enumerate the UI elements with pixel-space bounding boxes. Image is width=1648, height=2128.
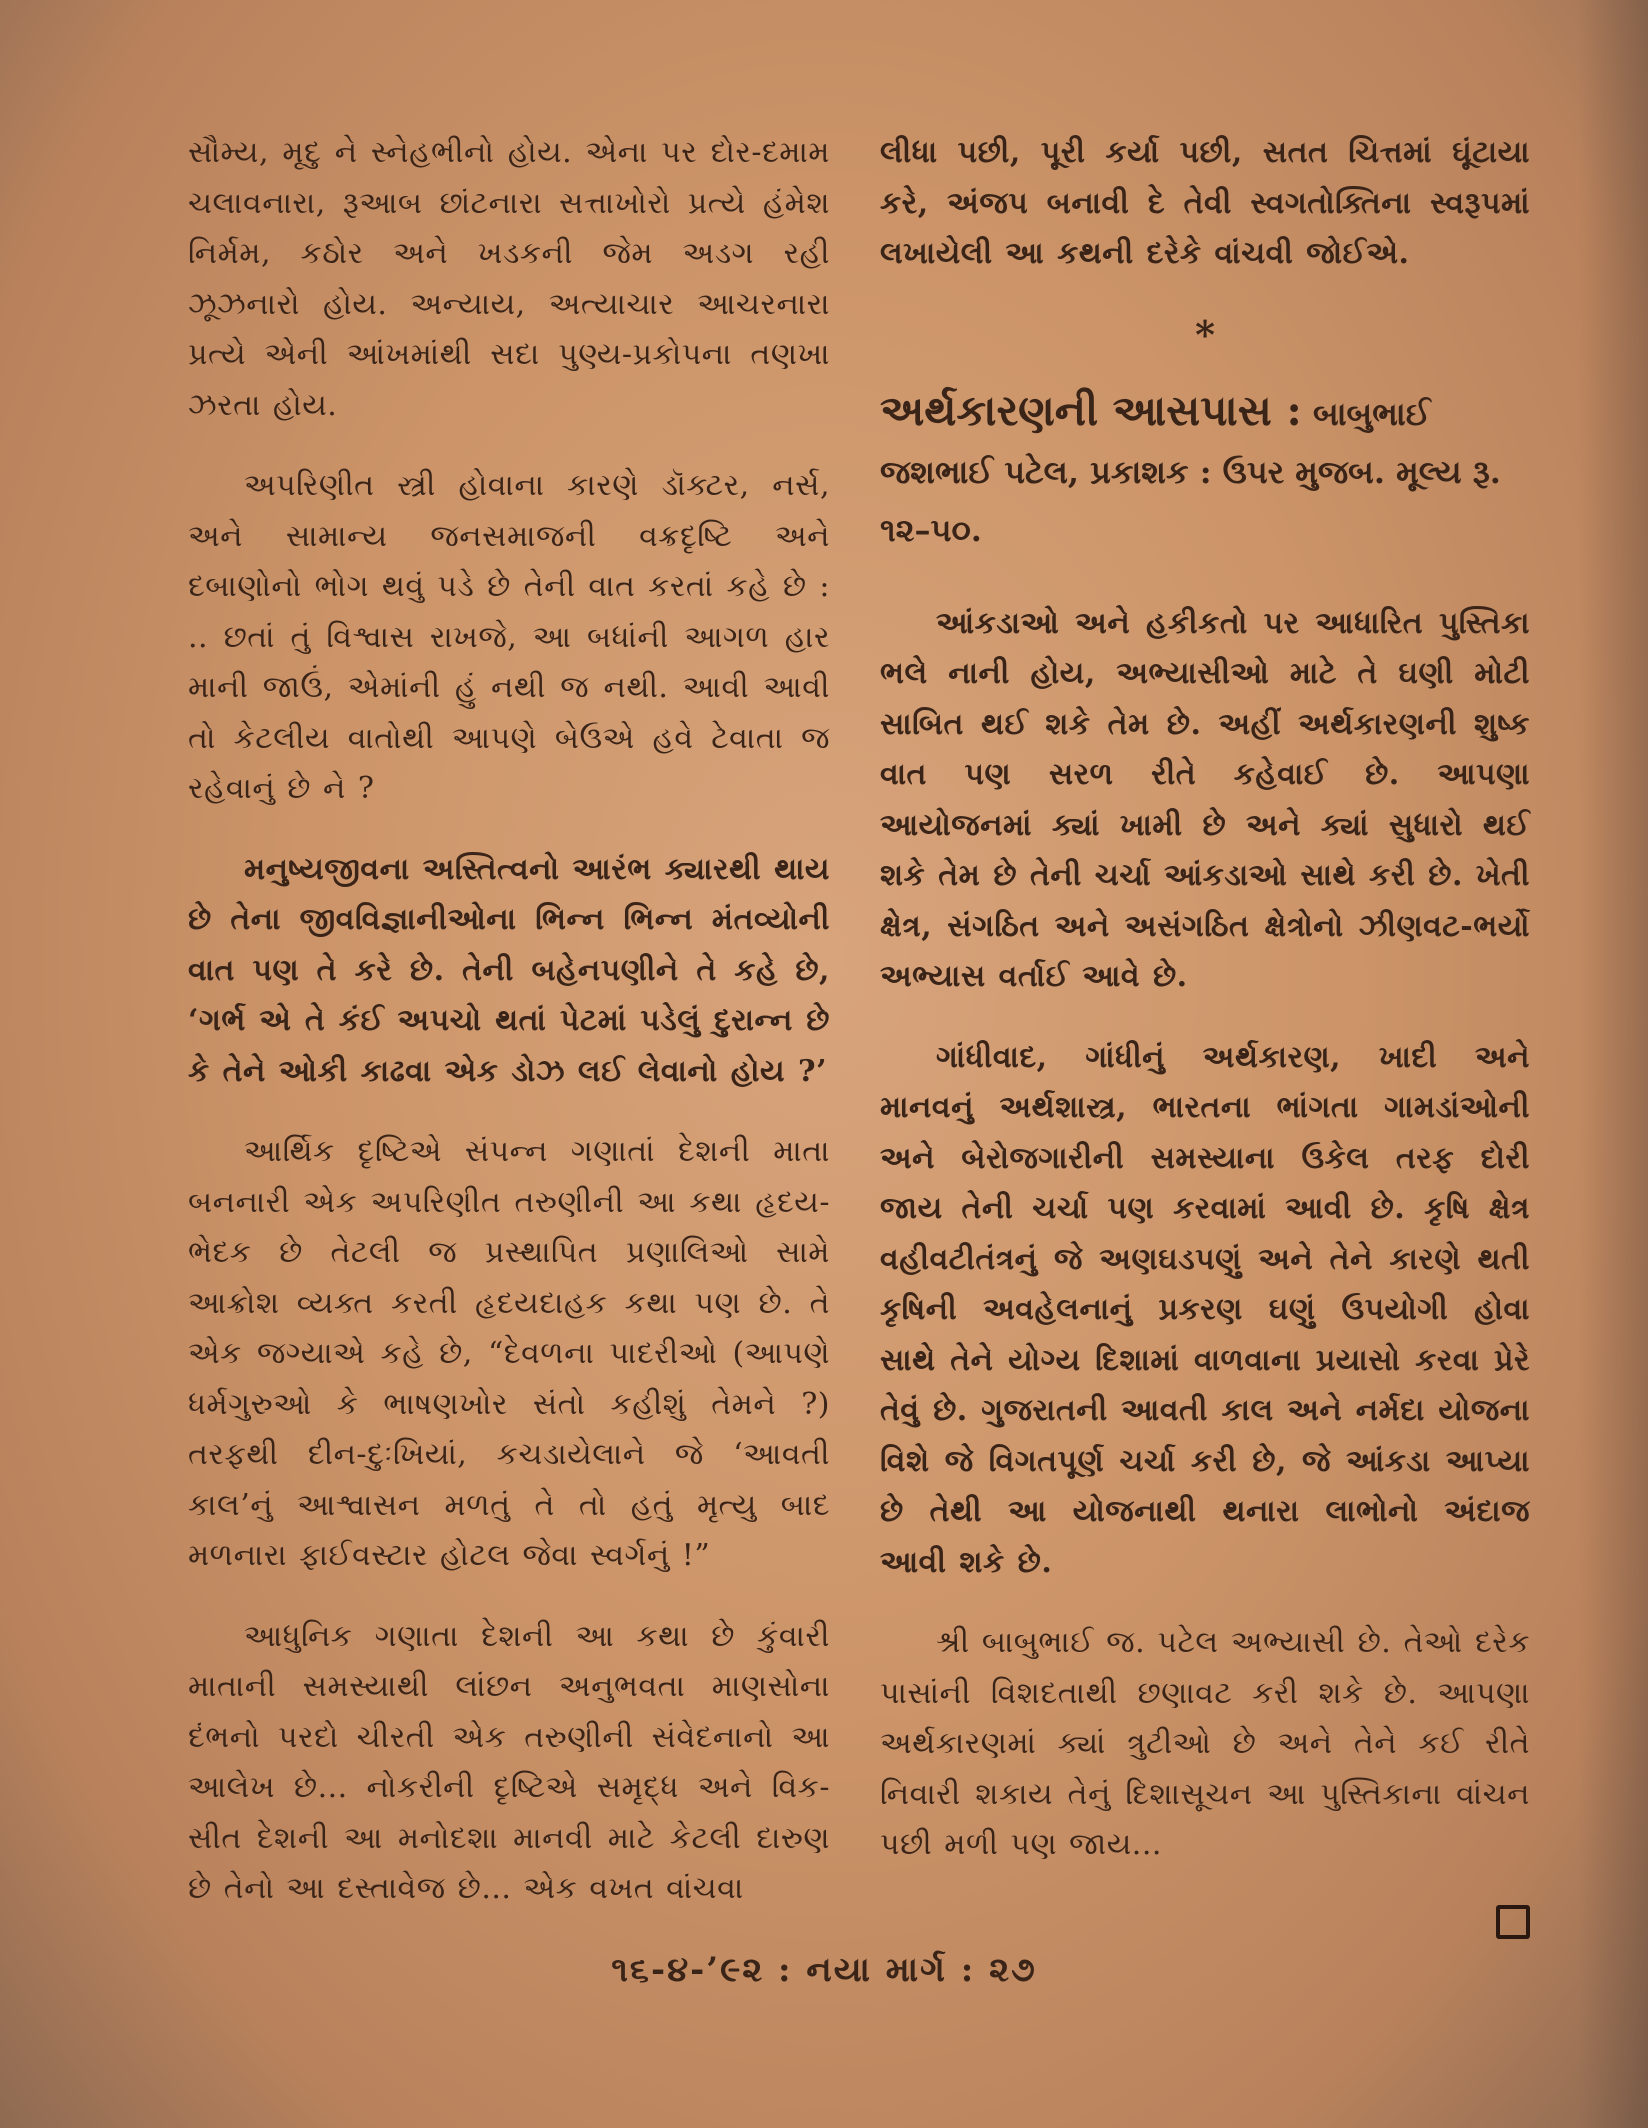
right-paragraph-1: આંકડાઓ અને હકીકતો પર આધારિત પુસ્તિકા ભલે નાની હોય, અભ્યાસીઓ માટે તે ઘણી મોટી સાબિત થઈ શકે તેમ છે. અહીં અર્થકારણની શુષ્ક વાત પણ સરળ રીતે કહેવાઈ છે. આપણા આયોજનમાં ક્યાં ખામી છે અને ક્યાં સુધારો થઈ શકે તેમ છે તેની ચર્ચા આંકડાઓ સાથે કરી છે. ખેતી ક્ષેત્ર, સંગઠિત અને અસંગઠિત ક્ષેત્રોનો ઝીણવટ-ભર્યો અભ્યાસ વર્તાઈ આવે છે.: [880, 605, 1530, 994]
left-paragraph-1: સૌમ્ય, મૃદુ ને સ્નેહભીનો હોય. એના પર દોર-દમામ ચલાવનારા, રૂઆબ છાંટનારા સત્તાખોરો પ્રત્યે હંમેશ નિર્મમ, કઠોર અને ખડકની જેમ અડગ રહી ઝૂઝનારો હોય. અન્યાય, અત્યાચાર આચરનારા પ્રત્યે એની આંખમાંથી સદા પુણ્ય-પ્રકોપના તણખા ઝરતા હોય.: [188, 135, 830, 423]
review-heading: [880, 382, 1530, 559]
right-column: [880, 128, 1530, 1901]
left-paragraph-3: મનુષ્યજીવના અસ્તિત્વનો આરંભ ક્યારથી થાય છે તેના જીવવિજ્ઞાનીઓના ભિન્ન ભિન્ન મંતવ્યોની વાત પણ તે કરે છે. તેની બહેનપણીને તે કહે છે, ‘ગર્ભ એ તે કંઈ અપચો થતાં પેટમાં પડેલું દુરાન્ન છે કે તેને ઓકી કાઢવા એક ડોઝ લઈ લેવાનો હોય ?’: [188, 851, 830, 1089]
left-paragraph-2: અપરિણીત સ્ત્રી હોવાના કારણે ડૉક્ટર, નર્સ, અને સામાન્ય જનસમાજની વક્રદૃષ્ટિ અને દબાણોનો ભોગ થવું પડે છે તેની વાત કરતાં કહે છે : .. છતાં તું વિશ્વાસ રાખજે, આ બધાંની આગળ હાર માની જાઉં, એમાંની હું નથી જ નથી. આવી આવી તો કેટલીય વાતોથી આપણે બેઉએ હવે ટેવાતા જ રહેવાનું છે ને ?: [188, 468, 830, 806]
review-title: અર્થકારણની આસપાસ :: [880, 385, 1302, 435]
left-paragraph-4: આર્થિક દૃષ્ટિએ સંપન્ન ગણાતાં દેશની માતા બનનારી એક અપરિણીત તરુણીની આ કથા હૃદય-ભેદક છે તેટલી જ પ્રસ્થાપિત પ્રણાલિઓ સામે આક્રોશ વ્યક્ત કરતી હૃદયદાહક કથા પણ છે. તે એક જગ્યાએ કહે છે, “દેવળના પાદરીઓ (આપણે ધર્મગુરુઓ કે ભાષણખોર સંતો કહીશું તેમને ?) તરફથી દીન-દુઃખિયાં, કચડાયેલાને જે ‘આવતી કાલ’નું આશ્વાસન મળતું તે તો હતું મૃત્યુ બાદ મળનારા ફાઈવસ્ટાર હોટલ જેવા સ્વર્ગનું !”: [188, 1134, 830, 1573]
left-column: [188, 128, 830, 1945]
left-paragraph-5: આધુનિક ગણાતા દેશની આ કથા છે કુંવારી માતાની સમસ્યાથી લાંછન અનુભવતા માણસોના દંભનો પરદો ચીરતી એક તરુણીની સંવેદનાનો આ આલેખ છે... નોકરીની દૃષ્ટિએ સમૃદ્ધ અને વિક-સીત દેશની આ મનોદશા માનવી માટે કેટલી દારુણ છે તેનો આ દસ્તાવેજ છે... એક વખત વાંચવા: [188, 1618, 830, 1906]
section-separator: *: [1195, 311, 1215, 357]
right-intro-paragraph: લીધા પછી, પૂરી કર્યા પછી, સતત ચિત્તમાં ઘૂંટાયા કરે, અંજપ બનાવી દે તેવી સ્વગતોક્તિના સ્વરૂપમાં લખાયેલી આ કથની દરેકે વાંચવી જોઈએ.: [880, 135, 1530, 271]
right-paragraph-3: શ્રી બાબુભાઈ જ. પટેલ અભ્યાસી છે. તેઓ દરેક પાસાંની વિશદતાથી છણાવટ કરી શકે છે. આપણા અર્થકારણમાં ક્યાં ત્રુટીઓ છે અને તેને કઈ રીતે નિવારી શકાય તેનું દિશાસૂચન આ પુસ્તિકાના વાંચન પછી મળી પણ જાય...: [880, 1625, 1530, 1862]
page-footer: ૧૬-૪-’૯૨ : નયા માર્ગ : ૨૭: [611, 1950, 1037, 1990]
end-of-article-box-icon: [1496, 1905, 1530, 1939]
right-paragraph-2: ગાંધીવાદ, ગાંધીનું અર્થકારણ, ખાદી અને માનવનું અર્થશાસ્ત્ર, ભારતના ભાંગતા ગામડાંઓની અને બેરોજગારીની સમસ્યાના ઉકેલ તરફ દોરી જાય તેની ચર્ચા પણ કરવામાં આવી છે. કૃષિ ક્ષેત્ર વહીવટીતંત્રનું જે અણઘડપણું અને તેને કારણે થતી કૃષિની અવહેલનાનું પ્રકરણ ઘણું ઉપયોગી હોવા સાથે તેને યોગ્ય દિશામાં વાળવાના પ્રયાસો કરવા પ્રેરે તેવું છે. ગુજરાતની આવતી કાલ અને નર્મદા યોજના વિશે જે વિગતપૂર્ણ ચર્ચા કરી છે, જે આંકડા આપ્યા છે તેથી આ યોજનાથી થનારા લાભોનો અંદાજ આવી શકે છે.: [880, 1039, 1530, 1580]
review-details: બાબુભાઈ જશભાઈ પટેલ, પ્રકાશક : ઉપર મુજબ. મૂલ્ય રૂ. ૧૨–૫૦.: [880, 394, 1501, 549]
page-edge-shadow: [1578, 0, 1648, 2128]
